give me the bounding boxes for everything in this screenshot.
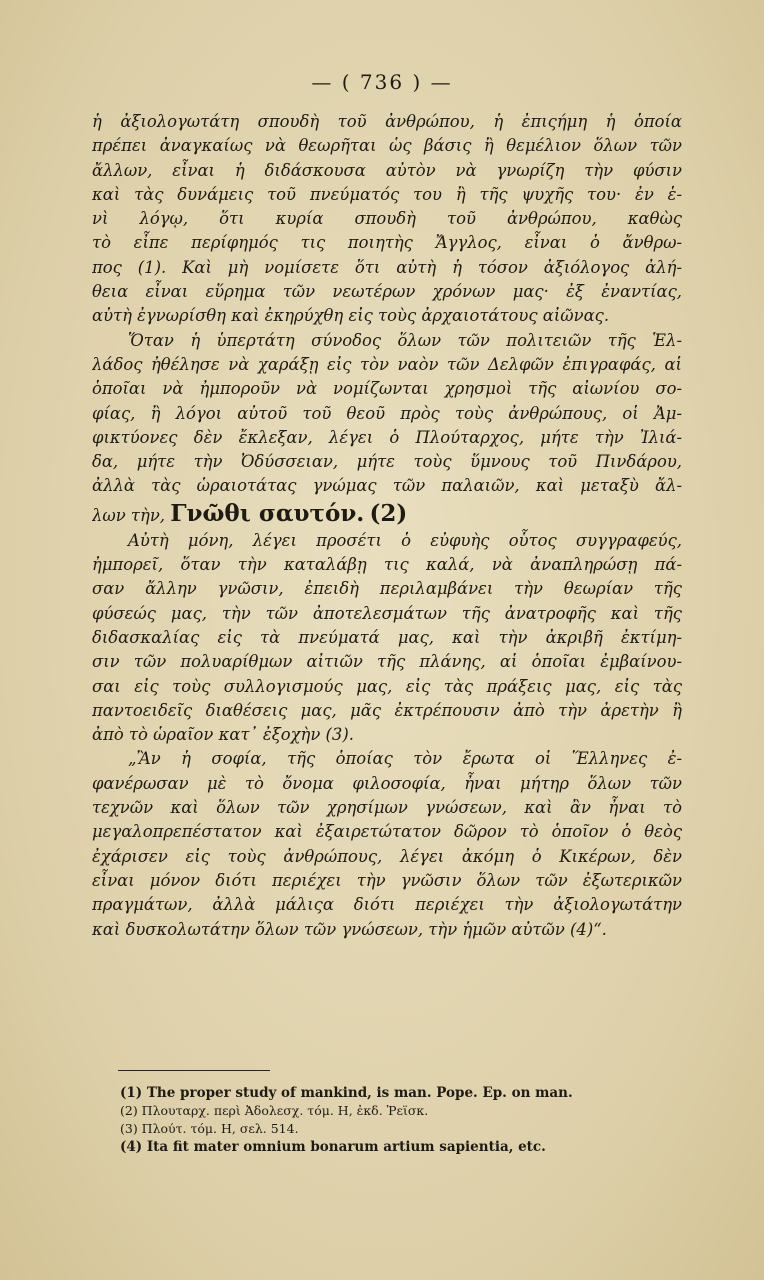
text-line: ὁποῖαι νὰ ἠμποροῦν νὰ νομίζωνται χρησμοὶ τῆς αἰωνίου σο-: [92, 379, 682, 399]
text-line: σιν τῶν πολυαρίθμων αἰτιῶν τῆς πλάνης, αἱ ὁποῖαι ἐμβαίνου-: [92, 652, 682, 672]
text-line: ἀλλὰ τὰς ὡραιοτάτας γνώμας τῶν παλαιῶν, καὶ μεταξὺ ἄλ-: [92, 476, 682, 496]
text-line: ἀπὸ τὸ ὡραῖον κατ᾽ ἐξοχὴν (3).: [92, 725, 354, 745]
text-line: ἡ ἀξιολογωτάτη σπουδὴ τοῦ ἀνθρώπου, ἡ ἐπιςήμη ἡ ὁποία: [92, 112, 682, 131]
text-line: „Ἂν ἡ σοφία, τῆς ὁποίας τὸν ἔρωτα οἱ Ἕλληνες ἐ-: [128, 749, 682, 769]
footnotes: [120, 1084, 680, 1156]
page-number: — ( 736 ) —: [311, 70, 453, 94]
text-line: εἶναι μόνον διότι περιέχει τὴν γνῶσιν ὅλων τῶν ἐξωτερικῶν: [92, 870, 682, 890]
gnothi-line: [92, 499, 682, 529]
main-text: [92, 110, 682, 942]
text-line: Ὅταν ἡ ὑπερτάτη σύνοδος ὅλων τῶν πολιτειῶν τῆς Ἑλ-: [128, 330, 682, 350]
footnote-2: (2) Πλουταρχ. περὶ Ἀδολεσχ. τόμ. Η, ἐκδ. Ῥεϊσκ.: [120, 1103, 429, 1118]
text-line: τεχνῶν καὶ ὅλων τῶν χρησίμων γνώσεων, καὶ ἂν ἦναι τὸ: [92, 798, 682, 818]
footnote-1: (1) The proper study of mankind, is man. Pope. Ep. on man.: [120, 1085, 573, 1101]
text-line: ἐχάρισεν εἰς τοὺς ἀνθρώπους, λέγει ἀκόμη ὁ Κικέρων, δὲν: [92, 846, 682, 866]
gnothi-seauton: Γνῶθι σαυτόν.: [170, 499, 365, 527]
footnote-3: (3) Πλούτ. τόμ. Η, σελ. 514.: [120, 1121, 299, 1136]
text-line: λάδος ἠθέλησε νὰ χαράξῃ εἰς τὸν ναὸν τῶν Δελφῶν ἐπιγραφάς, αἱ: [92, 354, 682, 374]
text-line: φικτύονες δὲν ἔκλεξαν, λέγει ὁ Πλούταρχος, μήτε τὴν Ἰλιά-: [92, 427, 682, 447]
text-line: ἠμπορεῖ, ὅταν τὴν καταλάβῃ τις καλά, νὰ ἀναπληρώσῃ πά-: [92, 555, 682, 575]
text-line: παντοειδεῖς διαθέσεις μας, μᾶς ἐκτρέπουσιν ἀπὸ τὴν ἀρετὴν ἢ: [92, 700, 682, 720]
footnote-divider: [118, 1070, 270, 1071]
text-line: πος (1). Καὶ μὴ νομίσετε ὅτι αὐτὴ ἡ τόσον ἀξιόλογος ἀλή-: [92, 257, 682, 277]
text-line: πραγμάτων, ἀλλὰ μάλιςα διότι περιέχει τὴν ἀξιολογωτάτην: [92, 895, 682, 915]
footnote-4: (4) Ita fit mater omnium bonarum artium sapientia, etc.: [120, 1139, 546, 1155]
text-line: φύσεώς μας, τὴν τῶν ἀποτελεσμάτων τῆς ἀνατροφῆς καὶ τῆς: [92, 603, 682, 623]
text-line: ἄλλων, εἶναι ἡ διδάσκουσα αὐτὸν νὰ γνωρίζη τὴν φύσιν: [92, 160, 682, 180]
text-line: δα, μήτε τὴν Ὀδύσσειαν, μήτε τοὺς ὕμνους τοῦ Πινδάρου,: [92, 452, 682, 472]
text-line: καὶ τὰς δυνάμεις τοῦ πνεύματός του ἢ τῆς ψυχῆς του· ἐν ἑ-: [92, 184, 682, 204]
text-line: Αὐτὴ μόνη, λέγει προσέτι ὁ εὐφυὴς οὗτος συγγραφεύς,: [128, 530, 682, 550]
text-line: διδασκαλίας εἰς τὰ πνεύματά μας, καὶ τὴν ἀκριβῆ ἐκτίμη-: [92, 627, 682, 647]
text-line: νὶ λόγῳ, ὅτι κυρία σπουδὴ τοῦ ἀνθρώπου, καθὼς: [92, 209, 682, 229]
footnote-ref: (2): [369, 499, 408, 527]
text-line: φίας, ἢ λόγοι αὐτοῦ τοῦ θεοῦ πρὸς τοὺς ἀνθρώπους, οἱ Ἀμ-: [92, 403, 682, 423]
text-line: πρέπει ἀναγκαίως νὰ θεωρῆται ὡς βάσις ἢ θεμέλιον ὅλων τῶν: [92, 136, 682, 156]
text-line: σαν ἄλλην γνῶσιν, ἐπειδὴ περιλαμβάνει τὴν θεωρίαν τῆς: [92, 579, 682, 599]
text-line: θεια εἶναι εὕρημα τῶν νεωτέρων χρόνων μας· ἐξ ἐναντίας,: [92, 282, 682, 302]
text-line: σαι εἰς τοὺς συλλογισμούς μας, εἰς τὰς πράξεις μας, εἰς τὰς: [92, 676, 682, 696]
gnothi-prefix: λων τὴν,: [92, 505, 165, 525]
text-line: αὐτὴ ἐγνωρίσθη καὶ ἐκηρύχθη εἰς τοὺς ἀρχαιοτάτους αἰῶνας.: [92, 306, 610, 326]
page-header: [0, 70, 764, 94]
text-line: φανέρωσαν μὲ τὸ ὄνομα φιλοσοφία, ἦναι μήτηρ ὅλων τῶν: [92, 773, 682, 793]
text-line: τὸ εἶπε περίφημός τις ποιητὴς Ἄγγλος, εἶναι ὁ ἄνθρω-: [92, 233, 682, 253]
text-line: καὶ δυσκολωτάτην ὅλων τῶν γνώσεων, τὴν ἡμῶν αὐτῶν (4)“.: [92, 919, 607, 939]
text-line: μεγαλοπρεπέστατον καὶ ἐξαιρετώτατον δῶρον τὸ ὁποῖον ὁ θεὸς: [92, 822, 682, 842]
